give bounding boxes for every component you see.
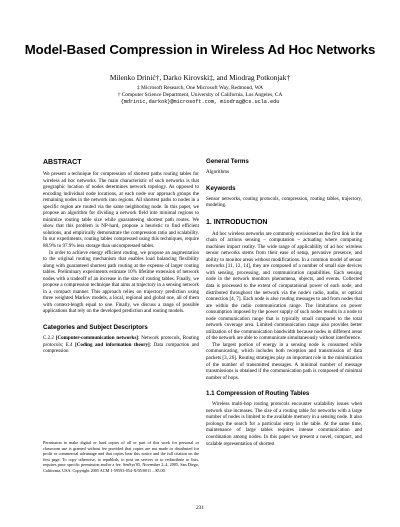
introduction-heading: 1. INTRODUCTION: [206, 218, 268, 226]
author-emails: {mdrinic,darkok}@microsoft.com, miodrag@cs.ucla.edu: [120, 99, 280, 105]
right-column: [206, 158, 362, 447]
keywords-heading: Keywords: [206, 184, 236, 192]
permission-footnote: Permission to make digital or hard copies of all or part of this work for personal or classroom use is granted without fee provided that copies are not made or distributed for profit or commercial advantage and that copies bear this notice and the full citation on the first page. To copy otherwise, to republish, to post on servers or to redistribute to lists, requires prior specific permission and/or a fee. SenSys'05, November 2–4, 2005, San Diego, California, USA. Copyright 2005 ACM 1-59593-054-X/05/0011 ...$5.00.: [43, 440, 199, 473]
introduction-paragraph-2: The largest portion of energy in a sensing node is consumed while communicating, which includes both reception and transmission of data packets [3, 26]. Routing strategies play an important role in the minimization of the number of transmitted messages. A minimal number of message transmissions is obtained if the communication path is composed of minimal number of hops.: [206, 341, 362, 381]
general-terms-text: Algorithms: [206, 169, 229, 175]
subsection-heading: 1.1 Compression of Routing Tables: [206, 390, 310, 398]
categories-text: [43, 335, 199, 355]
category-code: C.2.2: [43, 335, 54, 342]
general-terms-heading: General Terms: [206, 158, 249, 165]
author-list: Milenko Drinić†, Darko Kirovski‡, and Miodrag Potkonjak†: [109, 73, 291, 82]
category-2-rest: : Data compaction and compression: [43, 341, 200, 355]
introduction-paragraph-1: Ad hoc wireless networks are commonly envisioned as the first link in the chain of actions sensing – computation – actuating where computing machines impact reality. The wide range of applicability of ad hoc wireless sensor networks stems from their ease of setup, pervasive presence, and ability to monitor areas without modifications. In a common model of sensor networks [11, 12, 14], they are composed of a number of small size devices with sensing, processing, and communication capabilities. Each sensing node in the network monitors phenomena, objects, and events. Collected data is processed to the extent of computational power of each node, and distributed throughout the network via the node's radio, audio, or optical connection [4, 7]. Each node is also routing messages to and from nodes that are within the radio communication range. The limitations on power consumption imposed by the power supply of such nodes results in a node to node communication range that is typically small compared to the total network coverage area. Limited communication range also provides better utilization of the communication bandwidth because nodes in different areas of the network are able to communicate simultaneously without interference.: [206, 230, 362, 342]
keywords-text: Sensor networks, routing protocols, compression, routing tables, trajectory, modeling.: [206, 195, 362, 209]
abstract-paragraph-2: In order to achieve energy efficient routing, we propose an augmentation to the original routing mechanism that enables load balancing flexibility along with guaranteed shortest path routing at the expense of larger routing tables. Preliminary experiments estimate 10% lifetime extension of network nodes with a tradeoff of an increase in the size of routing tables. Finally, we propose a compression technique that aims at trajectory in a sensing network in a compact manner. This approach relies on trajectory prediction using three weighted Markov models, a local, regional and global one, all of them with context-length equal to one. Finally, we discuss a range of possible applications that rely on the developed prediction and routing models.: [43, 249, 199, 315]
affiliation-1: ‡ Microsoft Research, One Microsoft Way, Redmond, WA: [137, 85, 263, 91]
paper-title: Model-Based Compression in Wireless Ad Hoc Networks: [24, 42, 376, 57]
page-number: 231: [195, 505, 205, 511]
abstract-paragraph-1: We present a technique for compression of shortest paths routing tables for wireless ad hoc networks. The main characteristic of such networks is that geographic location of nodes determines network topology. As opposed to encoding individual node locations, at each node our approach groups the remaining nodes in the network into regions. All shortest paths to nodes in a specific region are routed via the same neighboring node. In this paper, we propose an algorithm for dividing a network field into minimal regions to minimize routing table size while guaranteeing shortest path routes. We show that this problem is NP-hard, propose a heuristic to find efficient solutions, and empirically demonstrate the compression ratio and scalability. In our experiments, routing tables compressed using this techniques, require 88.9% to 97.9% less storage than uncompressed tables.: [43, 171, 199, 250]
categories-heading: Categories and Subject Descriptors: [43, 324, 148, 332]
category-2-title: [Coding and information theory]: [75, 341, 150, 348]
category-1-title: [Computer-communication networks]: [55, 335, 138, 342]
category-1-rest: : Network protocols, Routing protocols; E.4: [43, 335, 199, 348]
subsection-paragraph-1: Wireless multi-hop routing protocols encounter scalability issues when network size increases. The size of a routing table for networks with a large number of nodes is limited to the available memory in a sensing node. It also prolongs the search for a particular entry in the table. At the same time, maintenance of large tables requires intense communication and coordination among nodes. In this paper we present a novel, compact, and scalable representation of shortest: [206, 401, 362, 447]
abstract-heading: ABSTRACT: [43, 159, 82, 166]
affiliation-2: † Computer Science Department, University of California, Los Angeles, CA: [117, 92, 283, 98]
left-column: [43, 158, 199, 355]
